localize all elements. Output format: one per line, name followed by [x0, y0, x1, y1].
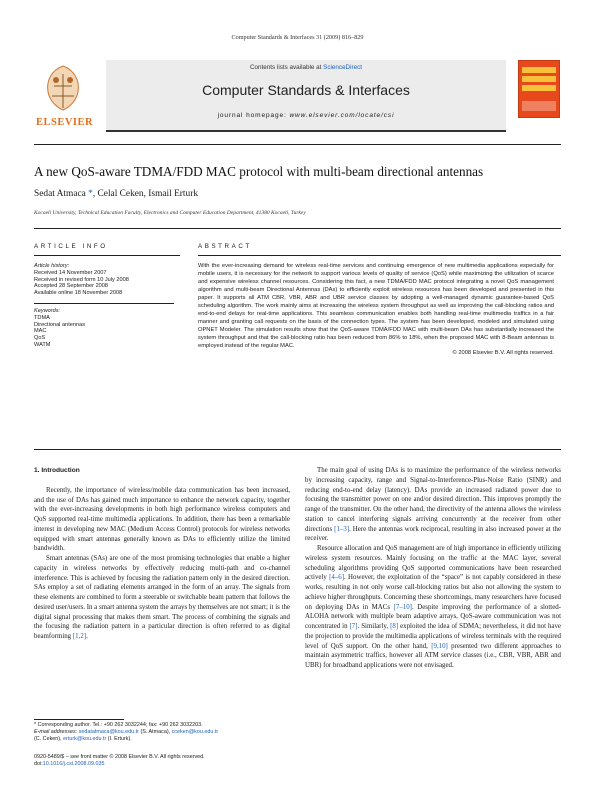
- citation-link[interactable]: [9,10]: [431, 642, 448, 650]
- contents-available-line: Contents lists available at ScienceDirect: [249, 64, 362, 71]
- citation-link[interactable]: [8]: [390, 623, 399, 630]
- email-addresses: E-mail addresses: sedatatmaca@kou.edu.tr (S. Atmaca), cceken@kou.edu.tr: [34, 728, 219, 735]
- footnote-rule: [34, 719, 124, 720]
- email-link[interactable]: cceken@kou.edu.tr: [171, 728, 219, 735]
- keyword: QoS: [34, 335, 46, 342]
- paragraph: Recently, the importance of wireless/mobile data communication has been increased, and the use of DAs has gained much importance to enhance the network capacity, together with the ever-increasing developments in both high performance wireless computers and QoS supported real-time multimedia applications. In addition, there has been a remarkable interest in developing new MAC (Medium Access Control) protocols for wireless networks equipped with smart antennas generally known as DAs to efficiently utilize the limited bandwidth.: [34, 486, 290, 553]
- abstract-heading: ABSTRACT: [198, 243, 252, 250]
- issn-line: 0920-5489/$ – see front matter © 2008 Elsevier B.V. All rights reserved.: [34, 754, 205, 761]
- citation-link[interactable]: [1–3]: [334, 525, 350, 533]
- affiliation: Kocaeli University, Technical Education Faculty, Electronics and Computer Education Department, 41380 Kocaeli, Turkey: [34, 210, 306, 216]
- elsevier-logo: [34, 60, 94, 132]
- journal-banner: [34, 60, 560, 134]
- paragraph: Smart antennas (SAs) are one of the most promising technologies that enable a higher capacity in wireless networks by effectively reducing multi-path and co-channel interference. This is achieved by focusing the radiation pattern only in the desired direction. SAs employ a set of radiating elements arranged in the form of an array. The signals from these elements are combined to form a steerable or switchable beam pattern that follows the desired user/users. In a smart antenna system the arrays by themselves are not smart; it is the digital signal processing that makes them smart. The process of combining the signals and the focusing the radiation pattern in a particular direction is often referred to as digital beamforming [1,2].: [34, 555, 290, 640]
- citation-link[interactable]: [4–6]: [329, 574, 345, 582]
- keyword: TDMA: [34, 314, 50, 321]
- copyright-notice: © 2008 Elsevier B.V. All rights reserved.: [452, 350, 554, 357]
- article-info: [34, 263, 174, 349]
- doi-link[interactable]: 10.1016/j.csi.2008.09.035: [42, 761, 105, 768]
- info-divider: [34, 255, 180, 256]
- abstract-text: With the ever-increasing demand for wireless real-time services and continuing emergence of new multimedia applications especially for mobile users, it is necessary for the network to support various levels of quality of service (QoS) while maximizing the utilization of scarce and expensive wireless channel resources. Considering this fact, a new TDMA/FDD MAC protocol integrating a novel QoS management algorithm and multi-beam Directional Antennas (DAs) to efficiently exploit wireless resources has been developed and presented in this paper. It supports all ATM CBR, VBR, ABR and UBR service classes by adopting a well-managed dynamic guarantee-based QoS scheduling algorithm. The work mainly aims at increasing the wireless system throughput as well as improving the call-blocking ratios and end-to-end delays for real-time applications. This seamless communication enables both handling real-time multimedia traffics in a fair manner and granting call requests on the basis of the connection types. The system has been developed, modeled and simulated using OPNET Modeler. The simulation results show that the QoS-aware TDMA/FDD MAC with multi-beam DAs has substantially increased the system throughput and that the call-blocking ratio has been reduced from 86% to 18%, when the proposed MAC with 8-Beam antennas is employed instead of the regular MAC.: [198, 263, 554, 349]
- journal-citation: Computer Standards & Interfaces 31 (2009) 816–829: [231, 34, 364, 41]
- section-heading: 1. Introduction: [34, 467, 80, 474]
- citation-link[interactable]: [7–10]: [393, 603, 412, 611]
- journal-title-banner: [106, 60, 506, 132]
- email-addresses-cont: (C. Ceken), erturk@kou.edu.tr (I. Erturk).: [34, 735, 132, 742]
- keyword: MAC: [34, 328, 47, 335]
- keywords-label: Keywords:: [34, 307, 61, 314]
- history-item: Received 14 November 2007: [34, 269, 107, 276]
- keyword: WATM: [34, 341, 51, 348]
- divider: [34, 228, 561, 229]
- abstract-body: [198, 263, 554, 358]
- info-separator: [34, 303, 174, 304]
- paragraph: The main goal of using DAs is to maximize the performance of the wireless networks by increasing capacity, range and Signal-to-Interference-Plus-Noise Ratio (SINR) and reducing end-to-end delay (latency). DAs provide an increased radiated power due to focusing the transmitter power on one and/or desired direction. This improves promptly the range of the transmitter. On the other hand, the directivity of the antenna allows the wireless station to cancel interfering signals arriving concurrently at the receiver from other directions [1–3]. Here the antennas work reciprocal, resulting in also increased power at the receiver.: [305, 467, 561, 543]
- homepage-link[interactable]: www.elsevier.com/locate/csi: [289, 112, 395, 119]
- corresponding-author-note: * Corresponding author. Tel.: +90 262 3032244; fax: +90 262 3032203.: [34, 722, 203, 728]
- abstract-divider: [198, 255, 561, 256]
- article-title: A new QoS-aware TDMA/FDD MAC protocol with multi-beam directional antennas: [34, 164, 484, 179]
- sciencedirect-link[interactable]: ScienceDirect: [323, 64, 362, 71]
- doi-line: doi:10.1016/j.csi.2008.09.035: [34, 761, 105, 768]
- journal-name: Computer Standards & Interfaces: [202, 82, 410, 98]
- footnote: [34, 722, 290, 768]
- history-item: Accepted 28 September 2008: [34, 283, 109, 290]
- email-link[interactable]: erturk@kou.edu.tr: [63, 735, 107, 742]
- citation-link[interactable]: [1,2]: [72, 633, 87, 640]
- journal-cover-image: [518, 60, 560, 118]
- journal-homepage: journal homepage: www.elsevier.com/locate/csi: [217, 112, 395, 119]
- email-link[interactable]: sedatatmaca@kou.edu.tr: [78, 728, 139, 735]
- body-divider: [34, 449, 561, 450]
- history-item: Available online 18 November 2008: [34, 290, 123, 297]
- history-label: Article history:: [34, 263, 70, 269]
- keyword: Directional antennas: [34, 321, 85, 328]
- publisher-name: ELSEVIER: [36, 117, 94, 128]
- header-rule: [34, 144, 561, 145]
- citation-link[interactable]: [7]: [349, 623, 358, 630]
- corresponding-author-mark[interactable]: *: [85, 189, 93, 199]
- article-info-heading: ARTICLE INFO: [34, 243, 108, 250]
- paragraph: Resource allocation and QoS management are of high importance in efficiently utilizing wireless system resources. Mainly focusing on the traffic at the MAC layer, several scheduling algorithms providing QoS supported communications have been researched actively [4–6]. However, the exploitation of the “space” is not capably considered in these works, resulting in not only worse call-blocking ratios but also not allowing the system to achieve higher throughputs. Concerning these shortcomings, many researchers have focused on deploying DAs in MACs [7–10]. Despite improving the performance of a slotted-ALOHA network with multiple beam adaptive arrays, QoS-aware communication was not concentrated in [7]. Similarly, [8] exploited the idea of SDMA; nevertheless, it did not have the projection to provide the multimedia applications of wireless terminals with the required level of QoS support. On the other hand, [9,10] presented two different approaches to maintain asymmetric traffics, however all ATM service classes (i.e., CBR, VBR, ABR and UBR) for broadband applications were not envisaged.: [305, 545, 561, 669]
- author-list: Sedat Atmaca *, Celal Ceken, Ismail Erturk: [34, 189, 199, 199]
- history-item: Received in revised form 10 July 2008: [34, 276, 129, 283]
- right-column: [305, 466, 561, 671]
- left-column: [34, 466, 290, 642]
